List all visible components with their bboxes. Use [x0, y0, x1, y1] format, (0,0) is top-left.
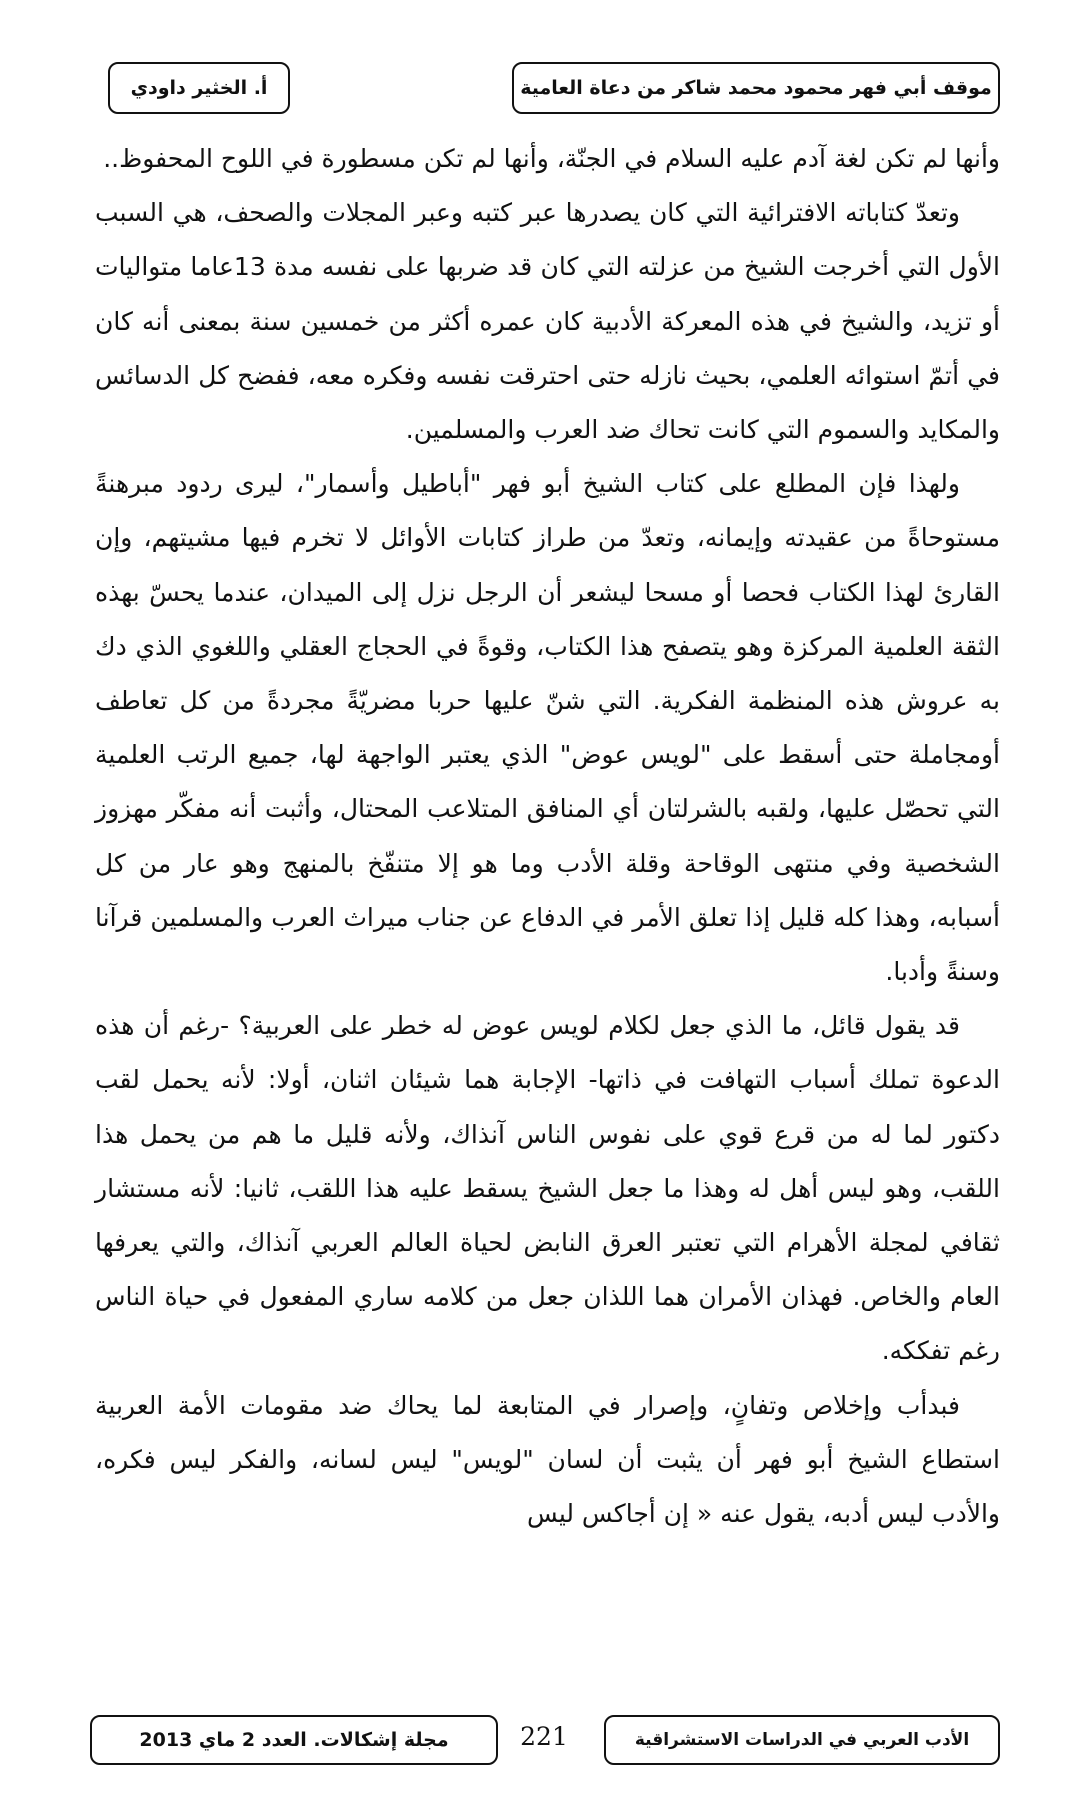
paragraph: ولهذا فإن المطلع على كتاب الشيخ أبو فهر "أباطيل وأسمار"، ليرى ردود مبرهنةً مستوحاةً من عقيدته وإيمانه، وتعدّ من طراز كتابات الأوائل لا تخرم فيها مشيتهم، وإن القارئ لهذا الكتاب فحصا أو مسحا ليشعر أن الرجل نزل إلى الميدان، عندما يحسّ بهذه الثقة العلمية المركزة وهو يتصفح هذا الكتاب، وقوةً في الحجاج العقلي واللغوي الذي دك به عروش هذه المنظمة الفكرية. التي شنّ عليها حربا مضريّةً مجردةً من كل تعاطف أومجاملة حتى أسقط على "لويس عوض" الذي يعتبر الواجهة لها، جميع الرتب العلمية التي تحصّل عليها، ولقبه بالشرلتان أي المنافق المتلاعب المحتال، وأثبت أنه مفكّر مهزوز الشخصية وفي منتهى الوقاحة وقلة الأدب وما هو إلا متنفّخ بالمنهج وهو عار من كل أسبابه، وهذا كله قليل إذا تعلق الأمر في الدفاع عن جناب ميراث العرب والمسلمين قرآنا وسنةً وأدبا. — [95, 469, 1000, 987]
article-body — [95, 132, 1000, 1541]
footer-journal-issue: مجلة إشكالات. العدد 2 ماي 2013 — [139, 1729, 449, 1751]
paragraph: وأنها لم تكن لغة آدم عليه السلام في الجنّة، وأنها لم تكن مسطورة في اللوح المحفوظ.. — [103, 144, 1000, 173]
paragraph: قد يقول قائل، ما الذي جعل لكلام لويس عوض له خطر على العربية؟ -رغم أن هذه الدعوة تملك أسباب التهافت في ذاتها- الإجابة هما شيئان اثنان، أولا: لأنه يحمل لقب دكتور لما له من قرع قوي على نفوس الناس آنذاك، ولأنه قليل ما هم من يحمل هذا اللقب، وهو ليس أهل له وهذا ما جعل الشيخ يسقط عليه هذا اللقب، ثانيا: لأنه مستشار ثقافي لمجلة الأهرام التي تعتبر العرق النابض لحياة العالم العربي آنذاك، والتي يعرفها العام والخاص. فهذان الأمران هما اللذان جعل من كلامه ساري المفعول في حياة الناس رغم تفككه. — [95, 1011, 1000, 1366]
header-article-title: موقف أبي فهر محمود محمد شاكر من دعاة العامية — [520, 77, 992, 99]
header-article-title-box — [512, 62, 1000, 114]
page-number: 221 — [520, 1722, 568, 1751]
header-author-box — [108, 62, 290, 114]
footer-journal-issue-box — [90, 1715, 498, 1765]
paragraph: فبدأب وإخلاص وتفانٍ، وإصرار في المتابعة لما يحاك ضد مقومات الأمة العربية استطاع الشيخ أبو فهر أن يثبت أن لسان "لويس" ليس لسانه، والفكر ليس فكره، والأدب ليس أدبه، يقول عنه « إن أجاكس ليس — [95, 1390, 1000, 1529]
header-author: أ. الخثير داودي — [130, 77, 268, 99]
paragraph: وتعدّ كتاباته الافترائية التي كان يصدرها عبر كتبه وعبر المجلات والصحف، هي السبب الأول التي أخرجت الشيخ من عزلته التي كان قد ضربها على نفسه مدة 13عاما متواليات أو تزيد، والشيخ في هذه المعركة الأدبية كان عمره أكثر من خمسين سنة بمعنى أنه كان في أتمّ استوائه العلمي، بحيث نازله حتى احترقت نفسه وفكره معه، ففضح كل الدسائس والمكايد والسموم التي كانت تحاك ضد العرب والمسلمين. — [95, 198, 1000, 445]
footer-journal-section-box — [604, 1715, 1000, 1765]
footer-journal-section: الأدب العربي في الدراسات الاستشراقية — [634, 1730, 970, 1750]
